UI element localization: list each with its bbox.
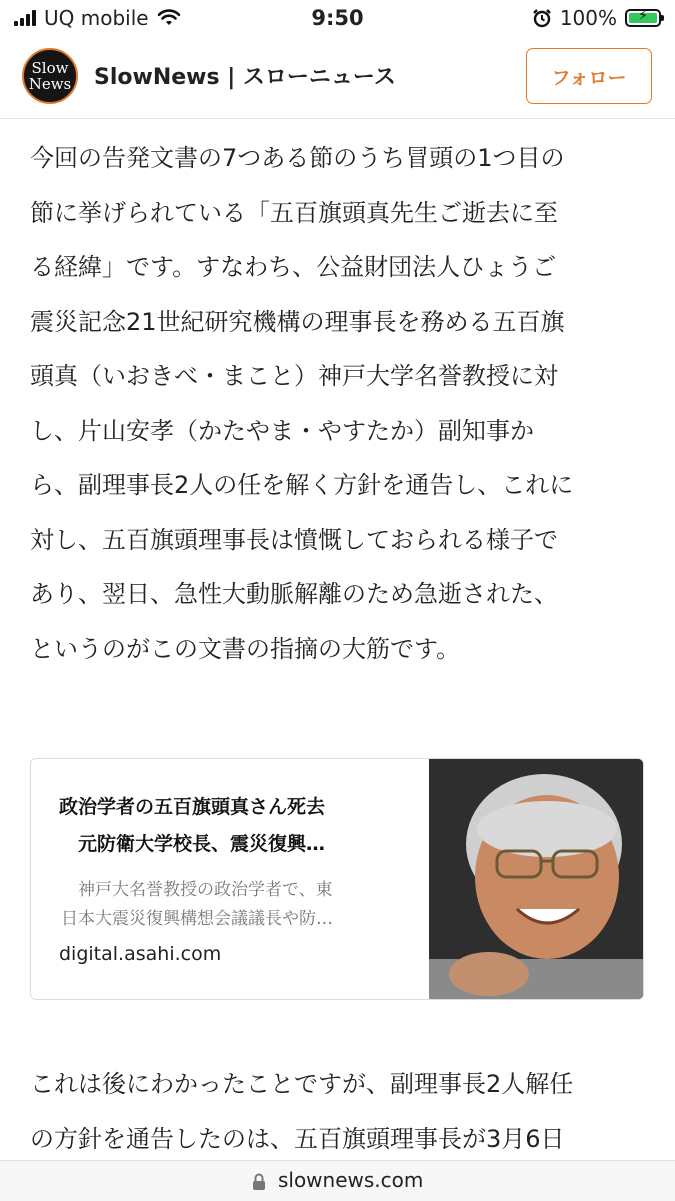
paragraph-line: これは後にわかったことですが、副理事長2人解任 [30,1070,574,1098]
paragraph-line: あり、翌日、急性大動脈解離のため急逝された、 [30,580,558,608]
battery-icon: ⚡ [625,9,661,27]
carrier-label: UQ mobile [44,6,149,30]
link-preview-card[interactable] [30,758,644,1000]
paragraph-line: 震災記念21世紀研究機構の理事長を務める五百旗 [30,307,565,336]
paragraph-line: 頭真（いおきべ・まこと）神戸大学名誉教授に対 [30,362,558,390]
battery-percent: 100% [559,6,617,30]
address-bar[interactable] [0,1160,675,1201]
site-logo[interactable] [22,48,78,104]
card-title: 政治学者の五百旗頭真さん死去 元防衛大学校長、震災復興… [59,796,326,855]
article-paragraph-1 [30,131,645,676]
paragraph-line: の方針を通告したのは、五百旗頭理事長が3月6日 [30,1124,565,1153]
paragraph-line: ら、副理事長2人の任を解く方針を通告し、これに [30,471,574,499]
paragraph-line: 節に挙げられている「五百旗頭真先生ご逝去に至 [30,198,558,227]
follow-button[interactable]: フォロー [526,48,652,104]
paragraph-line: し、片山安孝（かたやま・やすたか）副知事か [30,416,534,445]
alarm-icon [532,8,552,28]
clock: 9:50 [311,6,364,30]
logo-text-line1: Slow [31,59,69,77]
paragraph-line: というのがこの文書の指摘の大筋です。 [30,634,461,663]
site-name[interactable]: SlowNews | スローニュース [94,65,396,90]
card-thumbnail-photo [429,759,643,1000]
card-description: 神戸大名誉教授の政治学者で、東 日本大震災復興構想会議議長や防… [61,880,333,929]
lock-icon [252,1173,266,1191]
paragraph-line: る経緯」です。すなわち、公益財団法人ひょうご [30,253,557,281]
card-domain: digital.asahi.com [59,943,222,965]
status-bar [0,0,675,38]
article-paragraph-2 [30,1057,645,1166]
paragraph-line: 今回の告発文書の7つある節のうち冒頭の1つ目の [30,144,565,172]
url-text: slownews.com [277,1168,424,1192]
site-header [0,38,675,119]
paragraph-line: 対し、五百旗頭理事長は憤慨しておられる様子で [30,525,558,554]
logo-text-line2: News [28,75,72,93]
